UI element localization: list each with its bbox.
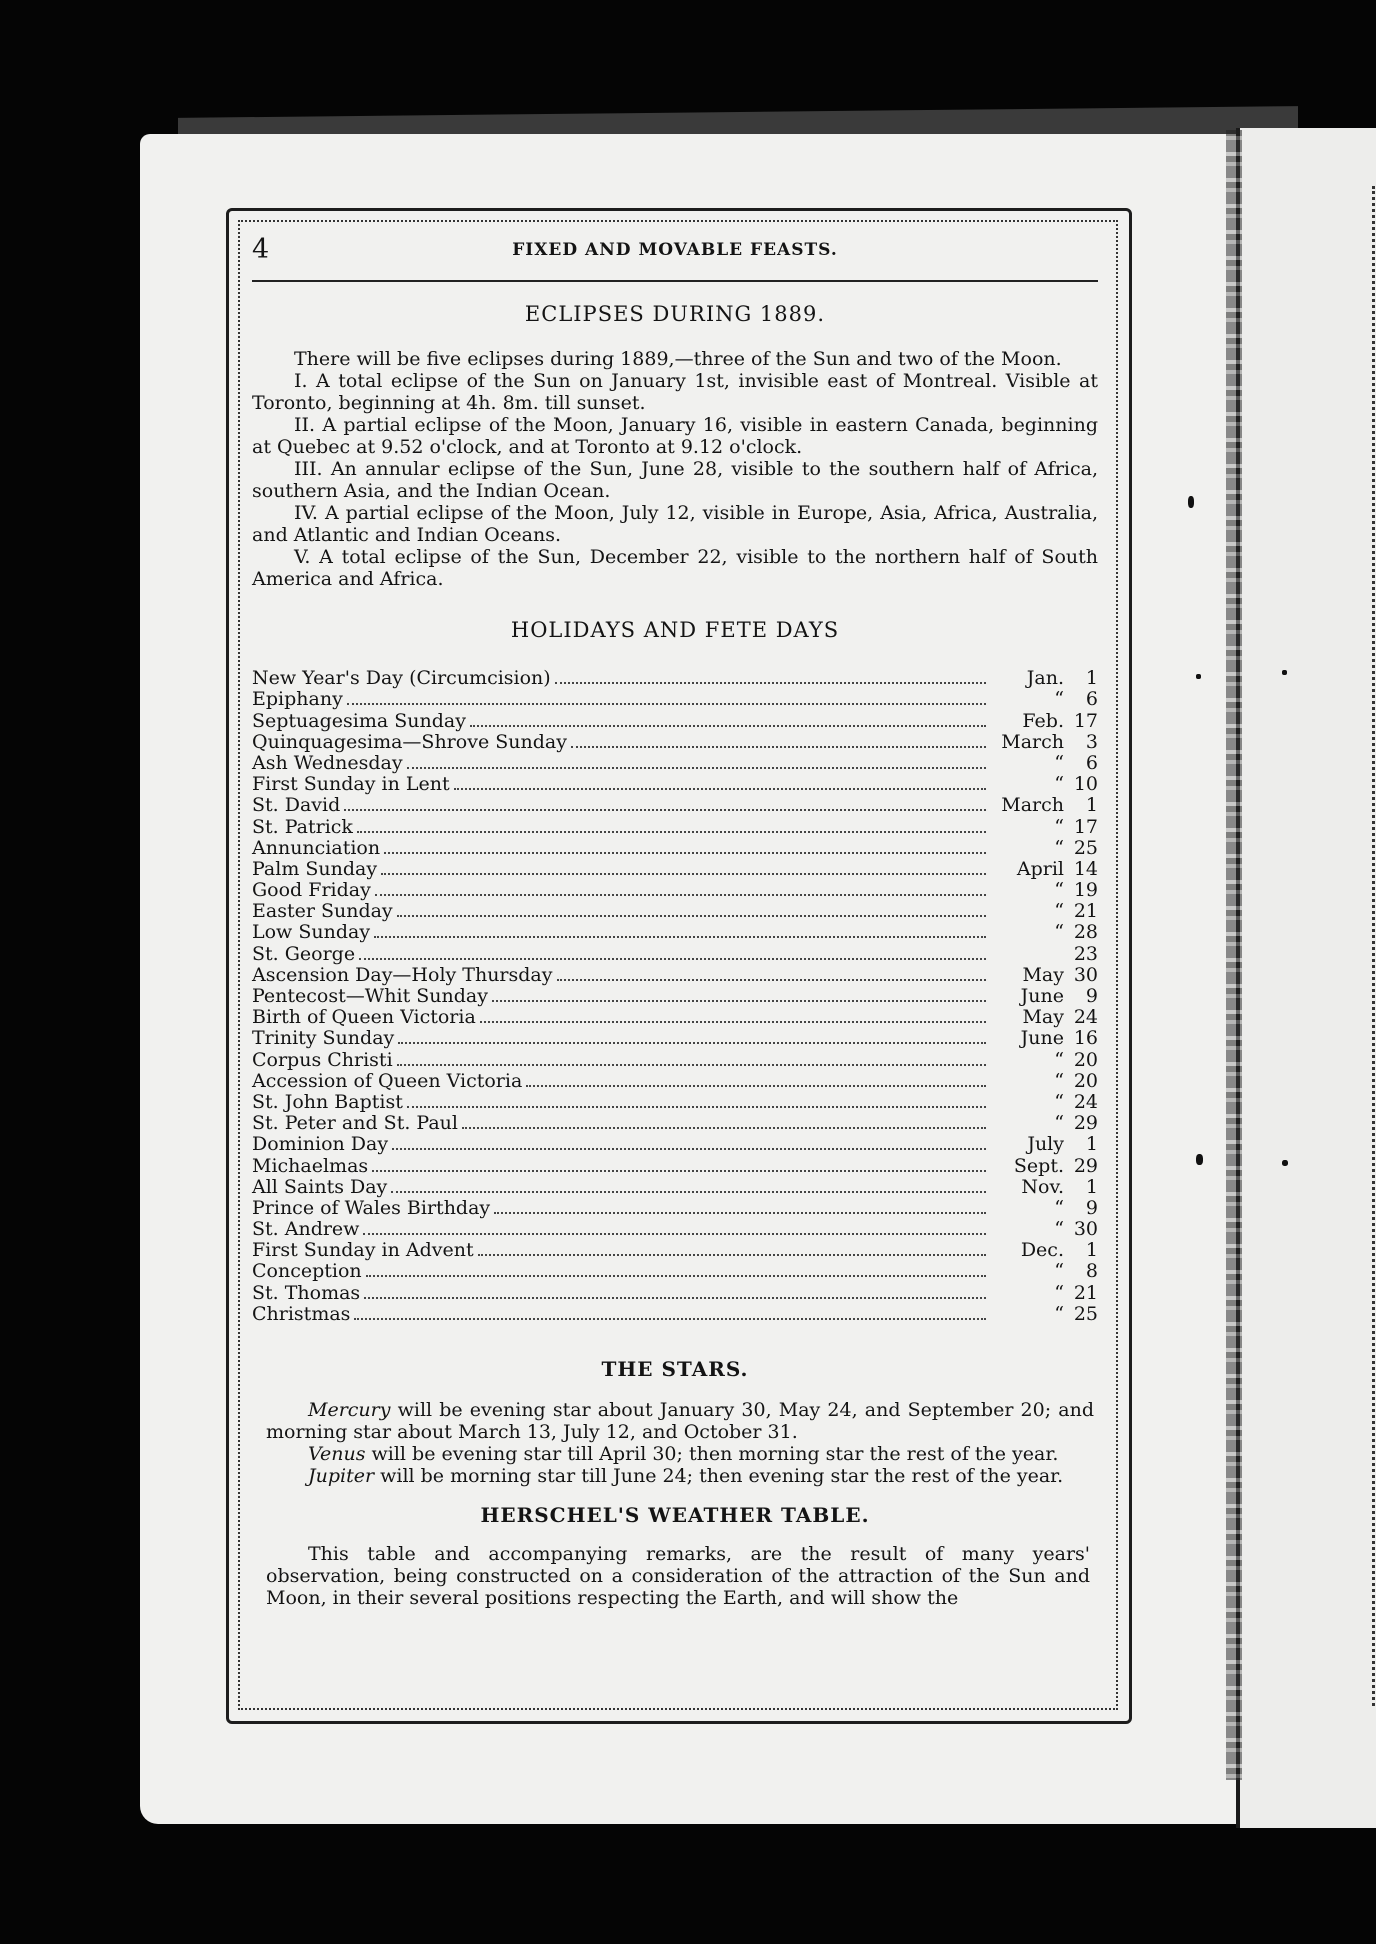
dot-leader bbox=[571, 746, 986, 748]
feast-name: St. Patrick bbox=[252, 815, 353, 838]
feast-day: 1 bbox=[1085, 667, 1098, 690]
feast-name: St. John Baptist bbox=[252, 1090, 403, 1113]
feast-name: Dominion Day bbox=[252, 1133, 389, 1156]
herschel-section bbox=[266, 1543, 1090, 1609]
feast-day: 6 bbox=[1085, 751, 1098, 774]
dot-leader bbox=[470, 725, 986, 727]
feast-name: Palm Sunday bbox=[252, 857, 378, 880]
feast-row bbox=[252, 1261, 1098, 1282]
feast-row bbox=[252, 1240, 1098, 1261]
feast-row bbox=[252, 1282, 1098, 1303]
feast-name: Pentecost—Whit Sunday bbox=[252, 985, 488, 1007]
venus-paragraph bbox=[266, 1443, 1094, 1465]
eclipse-paragraph: IV. A partial eclipse of the Moon, July 12, visible in Europe, Asia, Africa, Australia, and Atlantic and Indian Oceans. bbox=[252, 502, 1098, 546]
feast-month: “ bbox=[1054, 879, 1064, 902]
feast-row bbox=[252, 1219, 1098, 1240]
feast-row bbox=[252, 1007, 1098, 1028]
feast-month: May bbox=[1022, 963, 1064, 986]
running-head bbox=[252, 230, 1098, 282]
feast-list bbox=[252, 668, 1098, 1325]
feast-row bbox=[252, 753, 1098, 774]
planet-text: will be evening star till April 30; then morning star the rest of the year. bbox=[365, 1442, 1059, 1465]
feast-day: 8 bbox=[1085, 1260, 1098, 1283]
page-content bbox=[252, 230, 1098, 1700]
feast-row bbox=[252, 816, 1098, 837]
feast-day: 3 bbox=[1085, 730, 1098, 753]
feast-row bbox=[252, 901, 1098, 922]
stars-section bbox=[266, 1399, 1094, 1487]
feast-day: 21 bbox=[1073, 1281, 1098, 1304]
feast-name: Annunciation bbox=[252, 836, 381, 859]
feast-day: 29 bbox=[1073, 1112, 1098, 1135]
scan-speck bbox=[1188, 496, 1194, 508]
eclipse-paragraph: I. A total eclipse of the Sun on January 1st, invisible east of Montreal. Visible at Toronto, beginning at 4h. 8m. till sunset. bbox=[252, 370, 1098, 414]
feast-name: Epiphany bbox=[252, 688, 343, 711]
dot-leader bbox=[392, 1148, 986, 1150]
feast-name: St. Thomas bbox=[252, 1281, 361, 1304]
feast-row bbox=[252, 795, 1098, 816]
dot-leader bbox=[374, 936, 986, 938]
feast-month: “ bbox=[1054, 921, 1064, 944]
facing-page-border bbox=[1372, 186, 1376, 1706]
feast-row bbox=[252, 943, 1098, 964]
feast-month: “ bbox=[1054, 900, 1064, 923]
feast-month: “ bbox=[1054, 1048, 1064, 1071]
scan-speck bbox=[1196, 674, 1201, 679]
planet-text: will be morning star till June 24; then evening star the rest of the year. bbox=[374, 1464, 1064, 1487]
feast-month: March bbox=[1001, 730, 1064, 753]
feast-day: 20 bbox=[1073, 1069, 1098, 1092]
feast-row bbox=[252, 1071, 1098, 1092]
feast-name: Low Sunday bbox=[252, 921, 371, 944]
feast-month: Jan. bbox=[1026, 667, 1064, 690]
dot-leader bbox=[357, 831, 986, 833]
eclipse-paragraph: V. A total eclipse of the Sun, December 22, visible to the northern half of South America and Africa. bbox=[252, 546, 1098, 590]
dot-leader bbox=[555, 682, 986, 684]
feast-row bbox=[252, 880, 1098, 901]
dot-leader bbox=[381, 873, 986, 875]
feast-month: “ bbox=[1054, 1196, 1064, 1219]
holidays-heading: HOLIDAYS AND FETE DAYS bbox=[510, 618, 840, 642]
feast-row bbox=[252, 1134, 1098, 1155]
feast-day: 30 bbox=[1073, 963, 1098, 986]
feast-month: May bbox=[1022, 1006, 1064, 1029]
feast-name: St. Andrew bbox=[252, 1218, 360, 1241]
feast-row bbox=[252, 774, 1098, 795]
herschel-heading: HERSCHEL'S WEATHER TABLE. bbox=[480, 1502, 870, 1527]
eclipse-paragraph: There will be five eclipses during 1889,—three of the Sun and two of the Moon. bbox=[294, 348, 1062, 370]
feast-day: 9 bbox=[1085, 1196, 1098, 1219]
planet-name: Mercury bbox=[308, 1398, 391, 1421]
dot-leader bbox=[557, 979, 987, 981]
feast-name: Corpus Christi bbox=[252, 1048, 393, 1071]
feast-day: 6 bbox=[1085, 688, 1098, 711]
feast-day: 29 bbox=[1073, 1154, 1098, 1177]
planet-name: Jupiter bbox=[308, 1464, 375, 1487]
feast-name: Conception bbox=[252, 1260, 362, 1283]
planet-name: Venus bbox=[308, 1442, 366, 1465]
feast-month: “ bbox=[1054, 1069, 1064, 1092]
dot-leader bbox=[359, 958, 986, 960]
feast-name: Prince of Wales Birthday bbox=[252, 1196, 491, 1219]
feast-name: Ash Wednesday bbox=[252, 751, 403, 774]
feast-name: St. George bbox=[252, 942, 356, 965]
feast-month: March bbox=[1001, 794, 1064, 817]
dot-leader bbox=[478, 1254, 986, 1256]
jupiter-paragraph bbox=[266, 1465, 1094, 1487]
feast-row bbox=[252, 922, 1098, 943]
feast-name: All Saints Day bbox=[252, 1175, 388, 1198]
feast-day: 1 bbox=[1085, 1133, 1098, 1156]
feast-month: Dec. bbox=[1020, 1239, 1064, 1262]
stars-heading: THE STARS. bbox=[601, 1356, 749, 1381]
dot-leader bbox=[363, 1233, 986, 1235]
feast-month: Feb. bbox=[1022, 709, 1064, 732]
feast-day: 16 bbox=[1073, 1027, 1098, 1050]
feast-month: Nov. bbox=[1021, 1175, 1064, 1198]
feast-name: Quinquagesima—Shrove Sunday bbox=[252, 730, 567, 753]
feast-row bbox=[252, 986, 1098, 1007]
scan-speck bbox=[1282, 670, 1287, 675]
running-head-title: FIXED AND MOVABLE FEASTS. bbox=[512, 240, 838, 260]
feast-name: Ascension Day—Holy Thursday bbox=[252, 963, 553, 986]
dot-leader bbox=[407, 767, 986, 769]
feast-day: 1 bbox=[1085, 794, 1098, 817]
feast-row bbox=[252, 710, 1098, 731]
feast-row bbox=[252, 1155, 1098, 1176]
feast-name: First Sunday in Lent bbox=[252, 773, 450, 796]
dot-leader bbox=[462, 1127, 986, 1129]
dot-leader bbox=[384, 852, 986, 854]
feast-day: 9 bbox=[1085, 985, 1098, 1007]
dot-leader bbox=[347, 703, 986, 705]
scan-speck bbox=[1282, 1160, 1288, 1166]
planet-text: will be evening star about January 30, May 24, and September 20; and morning star about March 13, July 12, and October 31. bbox=[266, 1398, 1094, 1443]
book-binding bbox=[1226, 130, 1242, 1780]
eclipse-paragraph: II. A partial eclipse of the Moon, January 16, visible in eastern Canada, beginning at Quebec at 9.52 o'clock, and at Toronto at 9.12 o'clock. bbox=[252, 414, 1098, 458]
feast-name: Easter Sunday bbox=[252, 900, 393, 923]
feast-month: July bbox=[1027, 1133, 1064, 1156]
mercury-paragraph bbox=[266, 1399, 1094, 1443]
feast-name: Christmas bbox=[252, 1302, 351, 1325]
feast-row bbox=[252, 1092, 1098, 1113]
feast-day: 17 bbox=[1073, 815, 1098, 838]
dot-leader bbox=[354, 1318, 986, 1320]
feast-month: “ bbox=[1054, 1090, 1064, 1113]
feast-day: 24 bbox=[1073, 1090, 1098, 1113]
feast-month: April bbox=[1016, 857, 1064, 880]
dot-leader bbox=[480, 1021, 986, 1023]
dot-leader bbox=[492, 1000, 986, 1002]
feast-row bbox=[252, 1177, 1098, 1198]
feast-day: 24 bbox=[1073, 1006, 1098, 1029]
eclipses-heading: ECLIPSES DURING 1889. bbox=[524, 302, 826, 326]
dot-leader bbox=[407, 1106, 986, 1108]
feast-name: St. Peter and St. Paul bbox=[252, 1112, 458, 1135]
feast-day: 28 bbox=[1073, 921, 1098, 944]
feast-row bbox=[252, 732, 1098, 753]
herschel-paragraph: This table and accompanying remarks, are the result of many years' observation, being constructed on a consideration of the attraction of the Sun and Moon, in their several positions respecting the Earth, and will show the bbox=[266, 1542, 1090, 1609]
feast-day: 10 bbox=[1073, 773, 1098, 796]
feast-month: “ bbox=[1054, 1260, 1064, 1283]
dot-leader bbox=[526, 1085, 986, 1087]
dot-leader bbox=[398, 1042, 986, 1044]
feast-day: 23 bbox=[1073, 942, 1098, 965]
feast-day: 25 bbox=[1073, 1302, 1098, 1325]
feast-name: St. David bbox=[252, 794, 341, 817]
feast-row bbox=[252, 1304, 1098, 1325]
dot-leader bbox=[364, 1297, 986, 1299]
dot-leader bbox=[375, 894, 986, 896]
feast-month: “ bbox=[1054, 836, 1064, 859]
dot-leader bbox=[397, 1064, 986, 1066]
feast-month: June bbox=[1020, 1027, 1064, 1050]
feast-name: Septuagesima Sunday bbox=[252, 709, 466, 732]
feast-name: Trinity Sunday bbox=[252, 1027, 395, 1050]
feast-day: 14 bbox=[1073, 857, 1098, 880]
eclipses-section bbox=[252, 348, 1098, 590]
feast-day: 30 bbox=[1073, 1218, 1098, 1241]
dot-leader bbox=[397, 915, 986, 917]
dot-leader bbox=[391, 1191, 986, 1193]
feast-day: 20 bbox=[1073, 1048, 1098, 1071]
feast-month: “ bbox=[1054, 1112, 1064, 1135]
feast-row bbox=[252, 1113, 1098, 1134]
feast-month: “ bbox=[1054, 1281, 1064, 1304]
feast-name: Michaelmas bbox=[252, 1154, 369, 1177]
feast-day: 25 bbox=[1073, 836, 1098, 859]
feast-day: 19 bbox=[1073, 879, 1098, 902]
feast-month: Sept. bbox=[1013, 1154, 1064, 1177]
feast-day: 1 bbox=[1085, 1239, 1098, 1262]
feast-name: First Sunday in Advent bbox=[252, 1239, 474, 1262]
feast-month: “ bbox=[1054, 1302, 1064, 1325]
feast-day: 17 bbox=[1073, 709, 1098, 732]
feast-row bbox=[252, 838, 1098, 859]
dot-leader bbox=[372, 1170, 986, 1172]
feast-day: 21 bbox=[1073, 900, 1098, 923]
feast-month: “ bbox=[1054, 815, 1064, 838]
feast-row bbox=[252, 859, 1098, 880]
feast-row bbox=[252, 1049, 1098, 1070]
feast-day: 1 bbox=[1085, 1175, 1098, 1198]
feast-row bbox=[252, 965, 1098, 986]
feast-name: Birth of Queen Victoria bbox=[252, 1006, 476, 1029]
feast-row bbox=[252, 668, 1098, 689]
dot-leader bbox=[494, 1212, 986, 1214]
feast-month: “ bbox=[1054, 773, 1064, 796]
page-number: 4 bbox=[252, 234, 270, 265]
eclipse-paragraph: III. An annular eclipse of the Sun, June 28, visible to the southern half of Africa, southern Asia, and the Indian Ocean. bbox=[252, 458, 1098, 502]
feast-month: “ bbox=[1054, 688, 1064, 711]
feast-row bbox=[252, 1028, 1098, 1049]
feast-name: Accession of Queen Victoria bbox=[252, 1069, 523, 1092]
feast-name: Good Friday bbox=[252, 879, 371, 902]
feast-row bbox=[252, 1198, 1098, 1219]
facing-page-edge bbox=[1236, 128, 1376, 1828]
feast-row bbox=[252, 689, 1098, 710]
dot-leader bbox=[366, 1275, 986, 1277]
dot-leader bbox=[454, 788, 986, 790]
feast-name: New Year's Day (Circumcision) bbox=[252, 667, 551, 690]
feast-month: “ bbox=[1054, 1218, 1064, 1241]
scan-speck bbox=[1196, 1154, 1203, 1165]
feast-month: June bbox=[1020, 985, 1064, 1007]
feast-month: “ bbox=[1054, 751, 1064, 774]
dot-leader bbox=[344, 809, 986, 811]
